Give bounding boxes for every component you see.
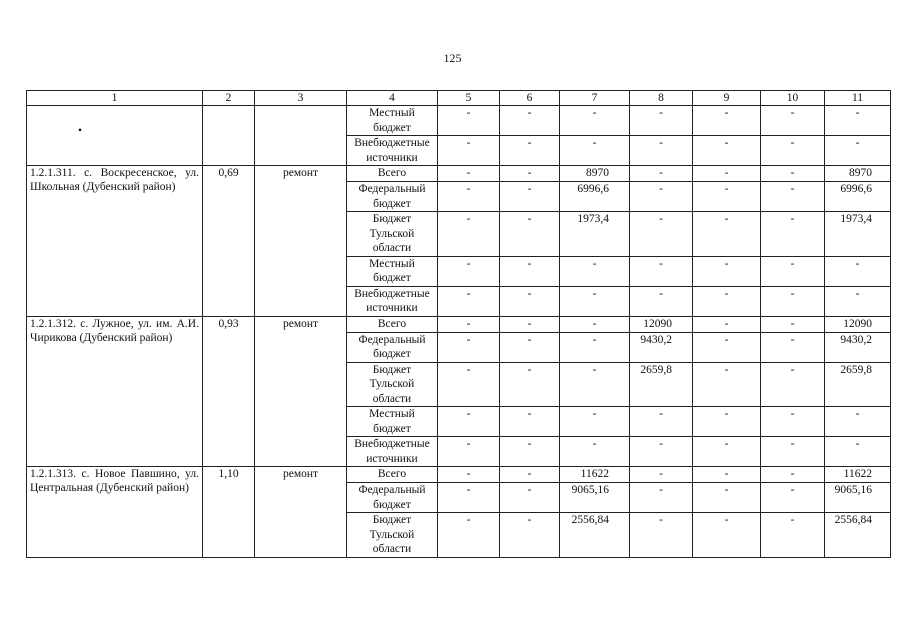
value-cell: - [630,166,693,182]
value-cell: - [560,407,630,437]
value-cell: - [438,467,500,483]
column-header: 11 [825,91,891,106]
value-cell: 8970 [825,166,891,182]
value-cell: - [500,332,560,362]
value-cell: 1973,4 [560,212,630,257]
table-body [27,106,891,558]
value-cell: - [500,286,560,316]
value-cell: - [693,136,761,166]
object-cell [27,106,203,166]
value-cell: 12090 [630,316,693,332]
column-header: 5 [438,91,500,106]
length-cell: 0,69 [203,166,255,317]
work-type-cell [255,106,347,166]
value-cell: - [761,332,825,362]
value-cell: - [560,106,630,136]
value-cell: - [500,166,560,182]
value-cell: 12090 [825,316,891,332]
value-cell: - [825,437,891,467]
value-cell: - [500,316,560,332]
value-cell: - [630,407,693,437]
value-cell: - [761,316,825,332]
value-cell: 8970 [560,166,630,182]
value-cell: - [761,212,825,257]
work-type-cell: ремонт [255,316,347,467]
funding-source-cell: Бюджет Тульской области [347,513,438,558]
value-cell: - [693,407,761,437]
value-cell: - [693,212,761,257]
value-cell: - [761,407,825,437]
column-header: 1 [27,91,203,106]
value-cell: - [761,182,825,212]
value-cell: - [761,106,825,136]
value-cell: - [761,467,825,483]
value-cell: - [438,256,500,286]
value-cell: - [500,362,560,407]
object-name-cell: 1.2.1.312. с. Лужное, ул. им. А.И. Чирикова (Дубенский район) [27,316,203,467]
funding-source-cell: Бюджет Тульской области [347,362,438,407]
value-cell: - [630,106,693,136]
value-cell: 2659,8 [825,362,891,407]
value-cell: - [560,362,630,407]
value-cell: - [825,136,891,166]
value-cell: - [630,256,693,286]
value-cell: - [438,212,500,257]
value-cell: 9430,2 [825,332,891,362]
funding-source-cell: Местный бюджет [347,106,438,136]
value-cell: - [500,256,560,286]
funding-source-cell: Внебюджетные источники [347,286,438,316]
value-cell: - [500,136,560,166]
value-cell: - [438,332,500,362]
funding-source-cell: Бюджет Тульской области [347,212,438,257]
header-row [27,91,891,106]
object-name-cell: 1.2.1.313. с. Новое Павшино, ул. Центральная (Дубенский район) [27,467,203,558]
value-cell: - [630,182,693,212]
column-header: 3 [255,91,347,106]
value-cell: - [693,332,761,362]
value-cell: - [438,362,500,407]
value-cell: 2556,84 [825,513,891,558]
value-cell: - [438,513,500,558]
value-cell: 2556,84 [560,513,630,558]
funding-source-cell: Всего [347,316,438,332]
value-cell: - [560,332,630,362]
value-cell: - [438,483,500,513]
funding-source-cell: Федеральный бюджет [347,182,438,212]
table-row [27,467,891,483]
value-cell: - [693,467,761,483]
length-cell: 0,93 [203,316,255,467]
value-cell: - [825,407,891,437]
table-row [27,316,891,332]
value-cell: - [500,467,560,483]
value-cell: - [761,362,825,407]
value-cell: 1973,4 [825,212,891,257]
work-type-cell: ремонт [255,166,347,317]
value-cell: - [438,166,500,182]
value-cell: - [630,136,693,166]
value-cell: - [693,362,761,407]
value-cell: - [630,212,693,257]
value-cell: - [761,286,825,316]
value-cell: - [560,286,630,316]
value-cell: - [761,483,825,513]
value-cell: - [438,437,500,467]
value-cell: 9065,16 [825,483,891,513]
value-cell: - [560,136,630,166]
value-cell: - [693,166,761,182]
value-cell: 9065,16 [560,483,630,513]
value-cell: - [500,513,560,558]
column-header: 10 [761,91,825,106]
value-cell: - [630,467,693,483]
length-cell: 1,10 [203,467,255,558]
value-cell: - [560,437,630,467]
column-header: 7 [560,91,630,106]
value-cell: 11622 [560,467,630,483]
value-cell: - [630,437,693,467]
column-header: 9 [693,91,761,106]
value-cell: - [693,316,761,332]
value-cell: - [560,256,630,286]
column-header: 8 [630,91,693,106]
value-cell: - [761,136,825,166]
value-cell: - [693,513,761,558]
value-cell: - [500,212,560,257]
value-cell: - [630,483,693,513]
column-header: 4 [347,91,438,106]
value-cell: - [825,106,891,136]
value-cell: - [500,437,560,467]
value-cell: - [560,316,630,332]
funding-source-cell: Внебюджетные источники [347,136,438,166]
value-cell: - [438,136,500,166]
value-cell: - [438,407,500,437]
column-header: 2 [203,91,255,106]
value-cell: 6996,6 [825,182,891,212]
value-cell: - [500,106,560,136]
value-cell: - [438,286,500,316]
value-cell: - [693,256,761,286]
table-row [27,166,891,182]
value-cell: - [438,106,500,136]
value-cell: 9430,2 [630,332,693,362]
work-type-cell: ремонт [255,467,347,558]
value-cell: - [500,407,560,437]
funding-source-cell: Всего [347,166,438,182]
funding-source-cell: Местный бюджет [347,256,438,286]
value-cell: - [438,182,500,212]
stray-mark: • [78,125,83,137]
value-cell: - [630,513,693,558]
funding-source-cell: Федеральный бюджет [347,332,438,362]
value-cell: - [693,483,761,513]
object-name-cell: 1.2.1.311. с. Воскресенское, ул. Школьная (Дубенский район) [27,166,203,317]
funding-source-cell: Внебюджетные источники [347,437,438,467]
value-cell: - [825,256,891,286]
value-cell: - [761,513,825,558]
column-header: 6 [500,91,560,106]
value-cell: - [761,256,825,286]
length-cell [203,106,255,166]
value-cell: - [693,106,761,136]
value-cell: - [500,483,560,513]
value-cell: - [693,437,761,467]
value-cell: - [438,316,500,332]
value-cell: - [825,286,891,316]
value-cell: - [693,182,761,212]
value-cell: - [761,166,825,182]
value-cell: 6996,6 [560,182,630,212]
value-cell: 2659,8 [630,362,693,407]
value-cell: - [693,286,761,316]
value-cell: - [761,437,825,467]
funding-source-cell: Всего [347,467,438,483]
budget-table [26,90,891,558]
funding-source-cell: Местный бюджет [347,407,438,437]
value-cell: 11622 [825,467,891,483]
value-cell: - [630,286,693,316]
value-cell: - [500,182,560,212]
funding-source-cell: Федеральный бюджет [347,483,438,513]
table-row [27,106,891,136]
page-number: 125 [443,51,462,65]
